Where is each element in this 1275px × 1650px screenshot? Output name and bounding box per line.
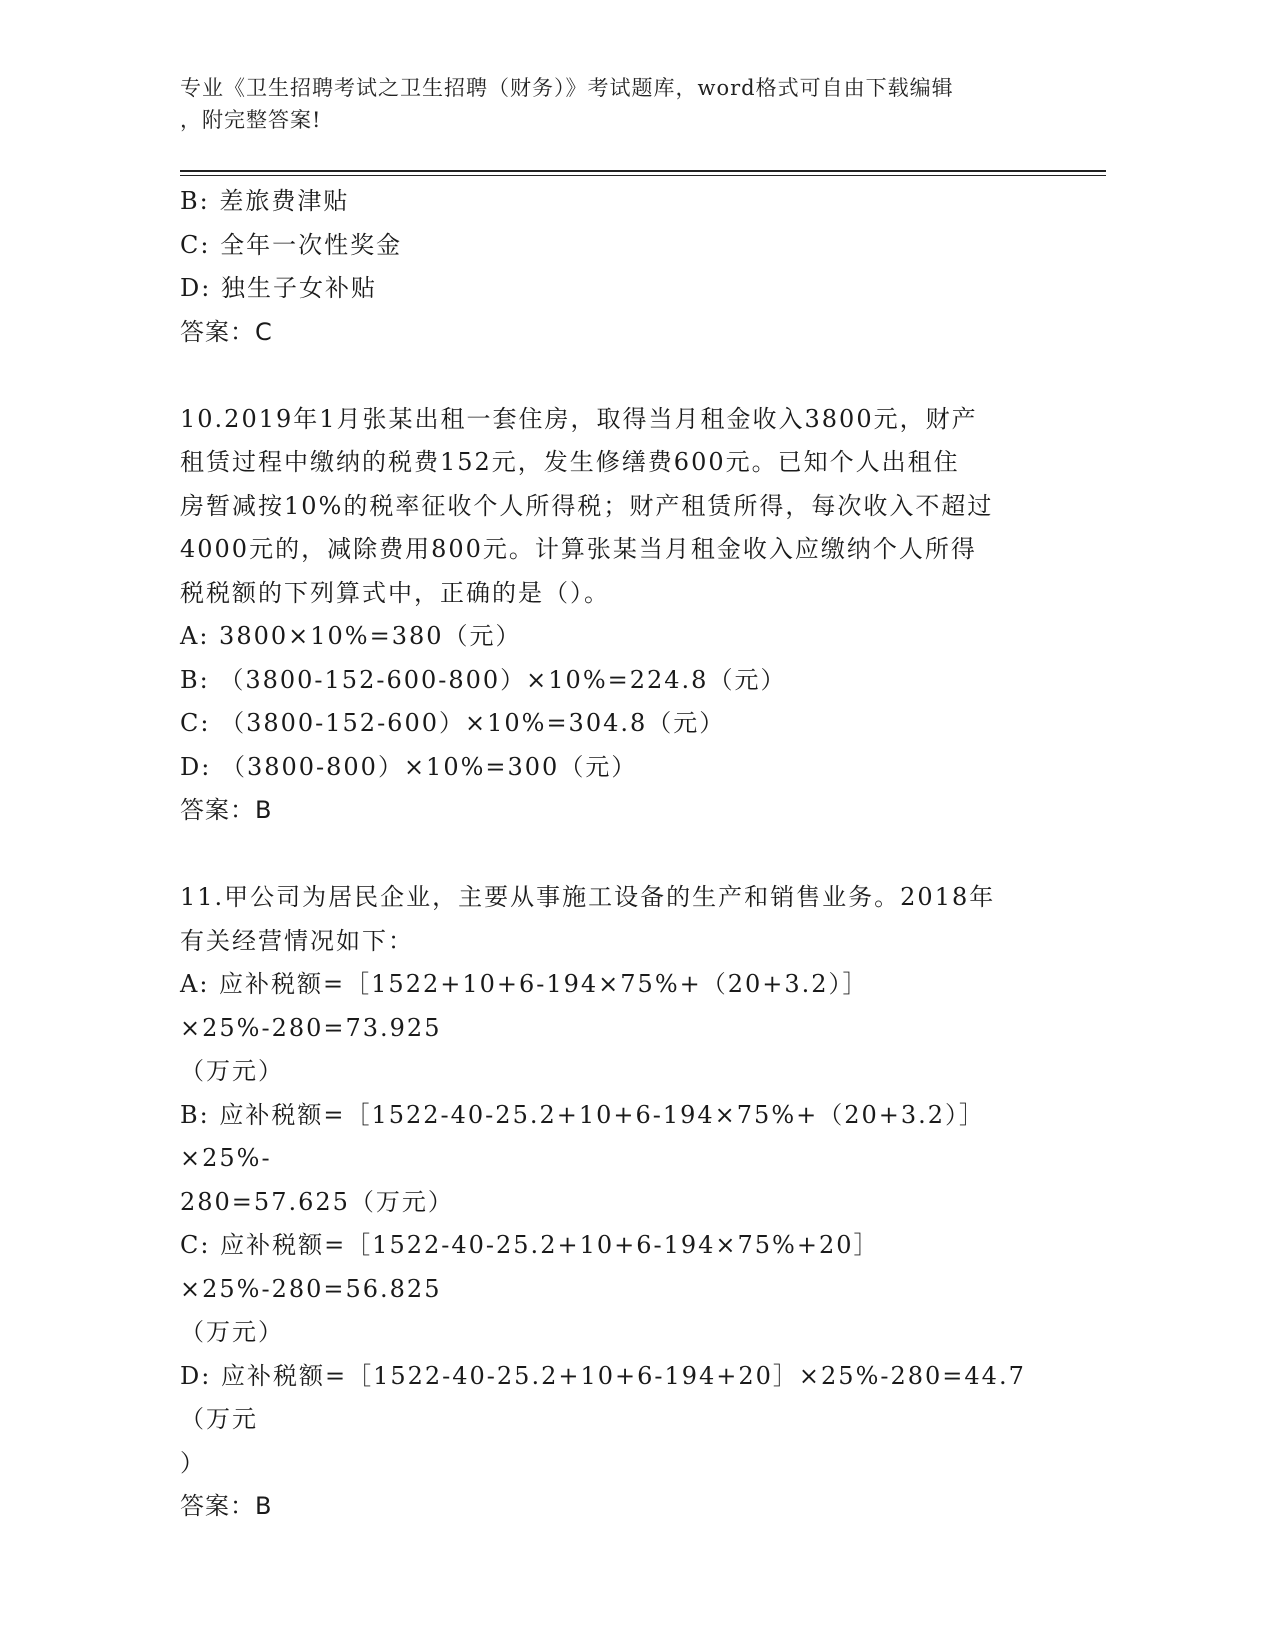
option-c-continued: （万元） (180, 1318, 284, 1346)
prev-question-block (180, 180, 1060, 354)
header-divider-thin (180, 175, 1106, 176)
option-d: D: 应补税额=［1522-40-25.2+10+6-194+20］×25%-280=44.7（万元 (180, 1361, 1026, 1433)
spacer (180, 833, 1060, 877)
answer-line: 答案：C (180, 317, 273, 346)
header-divider-thick (180, 170, 1106, 172)
header-text-line1: 专业《卫生招聘考试之卫生招聘（财务）》考试题库，word格式可自由下载编辑 (180, 76, 954, 100)
question-10-block (180, 398, 1060, 833)
option-b: B: 应补税额=［1522-40-25.2+10+6-194×75%+（20+3.2）］×25%- (180, 1100, 986, 1172)
option-b-continued: 280=57.625（万元） (180, 1187, 454, 1216)
question-11-block (180, 876, 1060, 1529)
option-c: C: （3800-152-600）×10%=304.8（元） (180, 709, 726, 737)
option-c: C: 全年一次性奖金 (180, 230, 403, 259)
question-stem-line: 10.2019年1月张某出租一套住房，取得当月租金收入3800元，财产 (180, 404, 978, 433)
option-a: A: 应补税额=［1522+10+6-194×75%+（20+3.2）］×25%-280=73.925 (180, 970, 869, 1042)
option-d: D: （3800-800）×10%=300（元） (180, 752, 638, 781)
spacer (180, 354, 1060, 398)
answer-line: 答案：B (180, 796, 273, 824)
header-text-line2: ，附完整答案! (180, 108, 322, 132)
question-stem-line: 房暂减按10%的税率征收个人所得税；财产租赁所得，每次收入不超过 (180, 491, 994, 520)
option-a: A: 3800×10%=380（元） (180, 622, 522, 650)
question-stem-line: 4000元的，减除费用800元。计算张某当月租金收入应缴纳个人所得 (180, 535, 977, 563)
question-stem-line: 税税额的下列算式中，正确的是（）。 (180, 578, 610, 607)
option-d: D: 独生子女补贴 (180, 274, 377, 302)
option-d-continued: ） (180, 1448, 206, 1477)
question-content (180, 180, 1060, 1529)
option-b: B: 差旅费津贴 (180, 187, 350, 215)
option-a-continued: （万元） (180, 1057, 284, 1085)
option-c: C: 应补税额=［1522-40-25.2+10+6-194×75%+20］×25%-280=56.825 (180, 1231, 880, 1303)
page-header (180, 72, 1060, 136)
option-b: B: （3800-152-600-800）×10%=224.8（元） (180, 665, 787, 694)
question-stem-line: 租赁过程中缴纳的税费152元，发生修缮费600元。已知个人出租住 (180, 448, 960, 476)
answer-line: 答案：B (180, 1492, 273, 1520)
question-stem-line: 有关经营情况如下： (180, 926, 414, 955)
question-stem-line: 11.甲公司为居民企业，主要从事施工设备的生产和销售业务。2018年 (180, 883, 996, 911)
